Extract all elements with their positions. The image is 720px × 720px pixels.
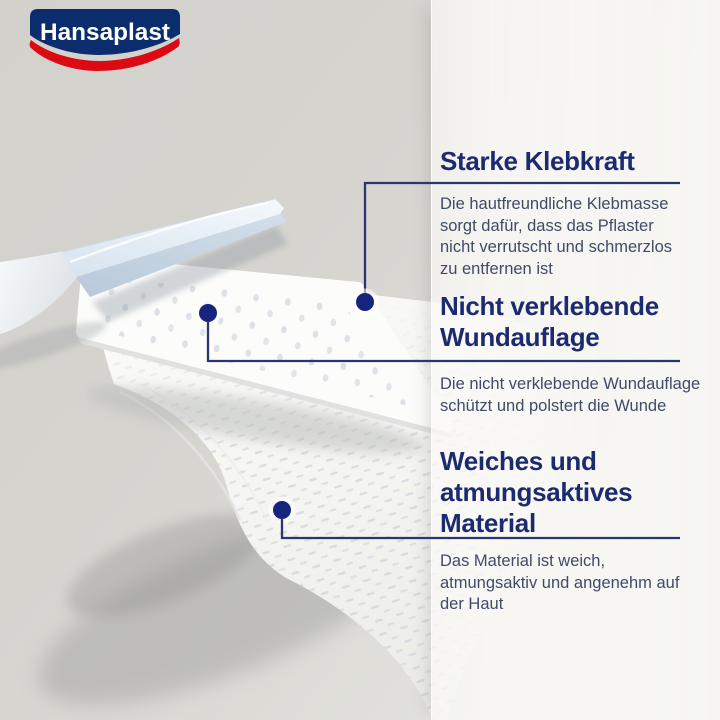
section-body: Das Material ist weich, atmungsaktiv und angenehm auf der Haut	[440, 552, 680, 613]
callout-dot-2	[199, 304, 217, 322]
callout-wound-pad	[195, 300, 681, 362]
callout-material	[269, 497, 681, 539]
callout-line-3	[282, 518, 680, 538]
section-heading: Nicht verklebende Wundauflage	[440, 291, 659, 352]
hansaplast-logo	[27, 8, 183, 79]
callout-dot-1	[356, 293, 374, 311]
section-heading: Starke Klebkraft	[440, 146, 635, 176]
logo-text: Hansaplast	[40, 19, 170, 46]
section-heading: Weiches und atmungsaktives Material	[440, 446, 633, 538]
callout-line-1	[365, 183, 680, 294]
callout-dot-3	[273, 501, 291, 519]
section-body: Die nicht verklebende Wundauflage schützt und polstert die Wunde	[440, 375, 701, 415]
callout-line-2	[208, 321, 680, 361]
section-body: Die hautfreundliche Klebmasse sorgt dafür, dass das Pflaster nicht verrutscht und schmerzlos zu entfernen ist	[440, 195, 673, 278]
callout-adhesion	[352, 183, 681, 316]
